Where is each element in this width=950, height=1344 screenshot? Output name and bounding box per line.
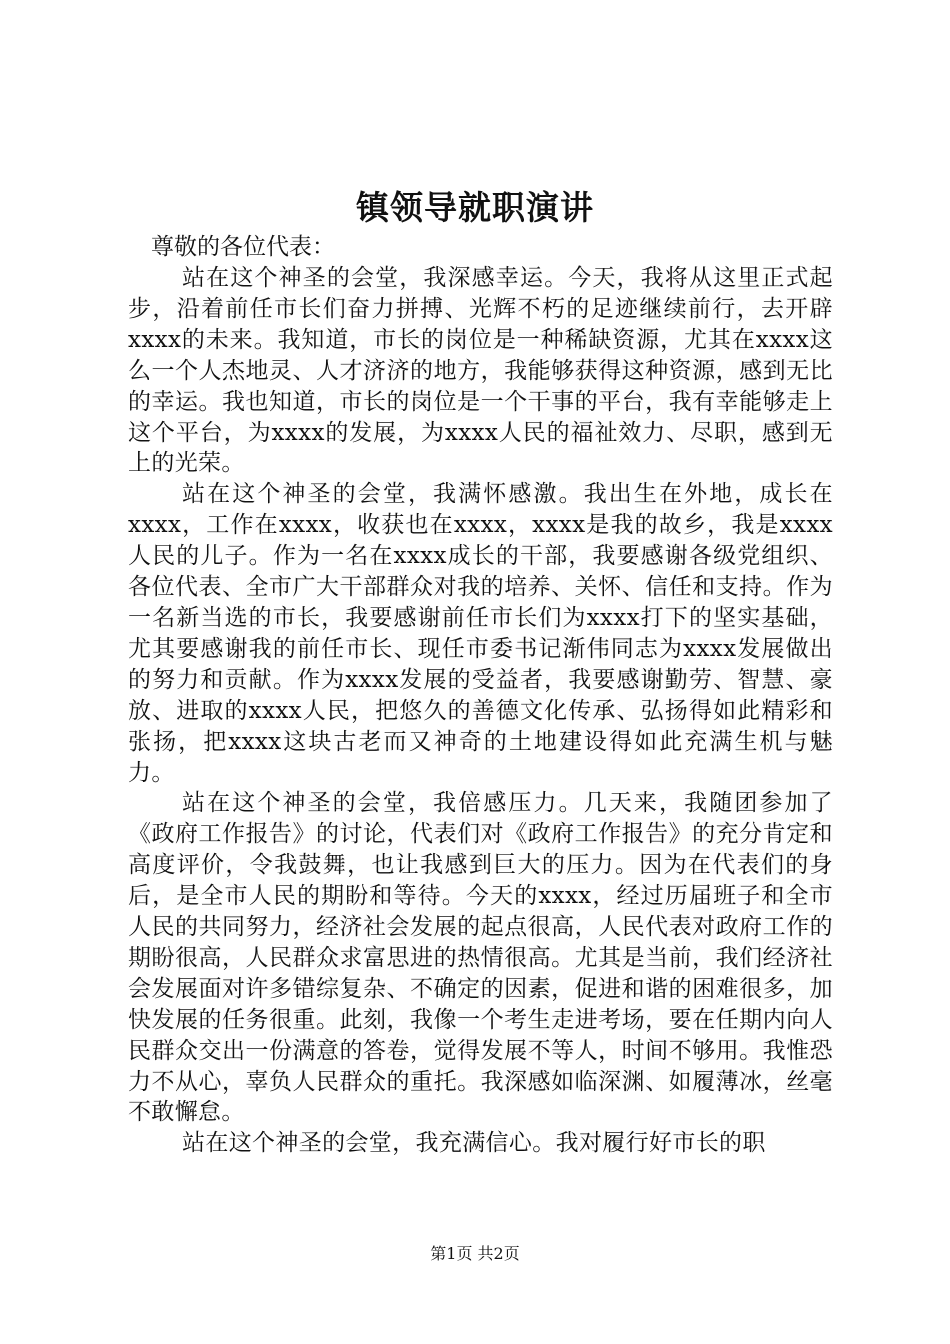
document-body bbox=[128, 232, 833, 1159]
paragraph-3: 站在这个神圣的会堂，我倍感压力。几天来，我随团参加了《政府工作报告》的讨论，代表们对《政府工作报告》的充分肯定和高度评价，令我鼓舞，也让我感到巨大的压力。因为在代表们的身后，是全市人民的期盼和等待。今天的xxxx，经过历届班子和全市人民的共同努力，经济社会发展的起点很高，人民代表对政府工作的期盼很高，人民群众求富思进的热情很高。尤其是当前，我们经济社会发展面对许多错综复杂、不确定的因素，促进和谐的困难很多，加快发展的任务很重。此刻，我像一个考生走进考场，要在任期内向人民群众交出一份满意的答卷，觉得发展不等人，时间不够用。我惟恐力不从心，辜负人民群众的重托。我深感如临深渊、如履薄冰，丝毫不敢懈怠。 bbox=[128, 790, 833, 1126]
document-title: 镇领导就职演讲 bbox=[356, 188, 594, 227]
paragraph-2: 站在这个神圣的会堂，我满怀感激。我出生在外地，成长在xxxx，工作在xxxx，收获也在xxxx，xxxx是我的故乡，我是xxxx人民的儿子。作为一名在xxxx成长的干部，我要感谢各级党组织、各位代表、全市广大干部群众对我的培养、关怀、信任和支持。作为一名新当选的市长，我要感谢前任市长们为xxxx打下的坚实基础，尤其要感谢我的前任市长、现任市委书记渐伟同志为xxxx发展做出的努力和贡献。作为xxxx发展的受益者，我要感谢勤劳、智慧、豪放、进取的xxxx人民，把悠久的善德文化传承、弘扬得如此精彩和张扬，把xxxx这块古老而又神奇的土地建设得如此充满生机与魅力。 bbox=[128, 481, 833, 786]
paragraph-1: 站在这个神圣的会堂，我深感幸运。今天，我将从这里正式起步，沿着前任市长们奋力拼搏、光辉不朽的足迹继续前行，去开辟xxxx的未来。我知道，市长的岗位是一种稀缺资源，尤其在xxxx这么一个人杰地灵、人才济济的地方，我能够获得这种资源，感到无比的幸运。我也知道，市长的岗位是一个干事的平台，我有幸能够走上这个平台，为xxxx的发展，为xxxx人民的福祉效力、尽职，感到无上的光荣。 bbox=[128, 265, 833, 477]
salutation: 尊敬的各位代表： bbox=[151, 234, 335, 260]
page-footer: 第1页 共2页 bbox=[430, 1244, 520, 1263]
paragraph-4: 站在这个神圣的会堂，我充满信心。我对履行好市长的职 bbox=[182, 1130, 766, 1157]
